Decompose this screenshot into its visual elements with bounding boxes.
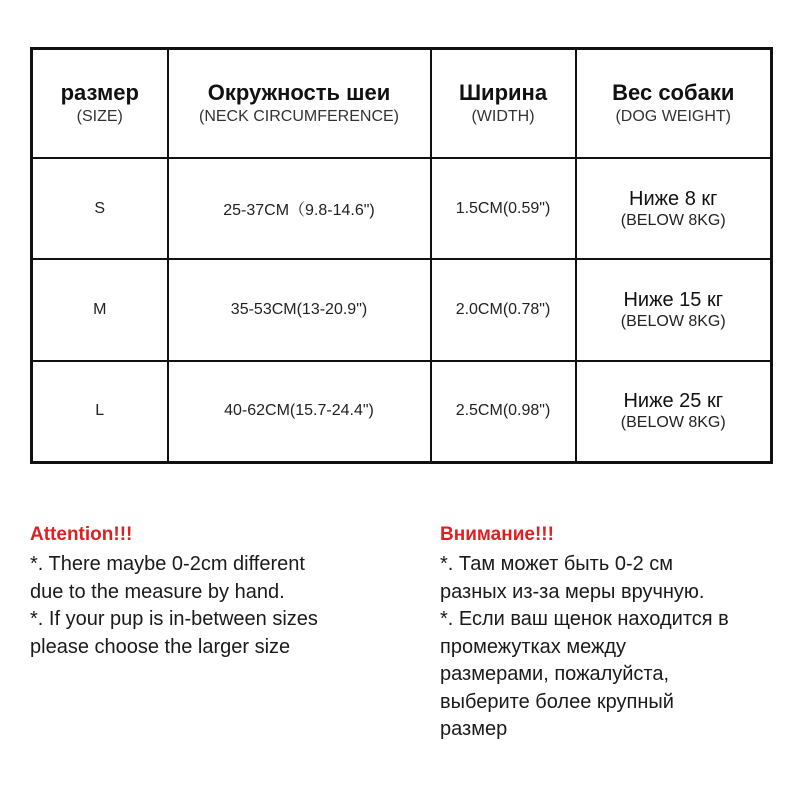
attention-note-en (30, 522, 390, 661)
attention-note-ru (440, 522, 795, 744)
note-line: размер (440, 718, 508, 740)
note-line: *. There maybe 0-2cm different (30, 553, 305, 575)
attention-title-en: Attention!!! (30, 524, 133, 545)
cell-weight-ru: Ниже 15 кг (623, 289, 724, 312)
size-chart-table (30, 47, 773, 464)
cell-weight-en: (BELOW 8KG) (620, 313, 726, 331)
cell-size: L (32, 361, 168, 463)
cell-width: 2.0CM(0.78") (431, 259, 576, 360)
cell-width: 1.5CM(0.59") (431, 158, 576, 259)
header-size-en: (SIZE) (76, 108, 123, 126)
table-header-row (32, 49, 772, 159)
cell-weight (576, 259, 772, 360)
header-width (431, 49, 576, 159)
cell-weight-en: (BELOW 8KG) (620, 414, 726, 432)
header-neck-en: (NECK CIRCUMFERENCE) (199, 108, 399, 126)
cell-size: S (32, 158, 168, 259)
header-size-ru: размер (60, 80, 139, 106)
note-line: размерами, пожалуйста, (440, 663, 670, 685)
header-neck (168, 49, 431, 159)
cell-neck: 35-53CM(13-20.9") (168, 259, 431, 360)
note-line: разных из-за меры вручную. (440, 580, 705, 603)
header-weight (576, 49, 772, 159)
header-width-ru: Ширина (458, 80, 548, 106)
note-line: промежутках между (440, 635, 627, 658)
cell-weight-ru: Ниже 25 кг (623, 390, 724, 413)
cell-weight (576, 361, 772, 463)
note-line: due to the measure by hand. (30, 580, 285, 603)
header-neck-ru: Окружность шеи (207, 80, 391, 106)
cell-weight-en: (BELOW 8KG) (620, 211, 726, 229)
cell-weight (576, 158, 772, 259)
cell-neck: 40-62CM(15.7-24.4") (168, 361, 431, 463)
table-row (32, 361, 772, 463)
header-weight-en: (DOG WEIGHT) (615, 108, 732, 126)
cell-weight-ru: Ниже 8 кг (629, 187, 718, 210)
header-weight-ru: Вес собаки (612, 80, 735, 106)
cell-width: 2.5CM(0.98") (431, 361, 576, 463)
table-row (32, 259, 772, 360)
table-row (32, 158, 772, 259)
note-line: *. If your pup is in-between sizes (30, 608, 318, 630)
note-line: please choose the larger size (30, 635, 291, 658)
header-size (32, 49, 168, 159)
header-width-en: (WIDTH) (471, 108, 535, 126)
cell-size: M (32, 259, 168, 360)
note-line: *. Если ваш щенок находится в (440, 608, 729, 630)
attention-title-ru: Внимание!!! (440, 524, 554, 545)
cell-neck: 25-37CM（9.8-14.6") (168, 158, 431, 259)
note-line: *. Там может быть 0-2 см (440, 553, 674, 575)
note-line: выберите более крупный (440, 690, 674, 713)
